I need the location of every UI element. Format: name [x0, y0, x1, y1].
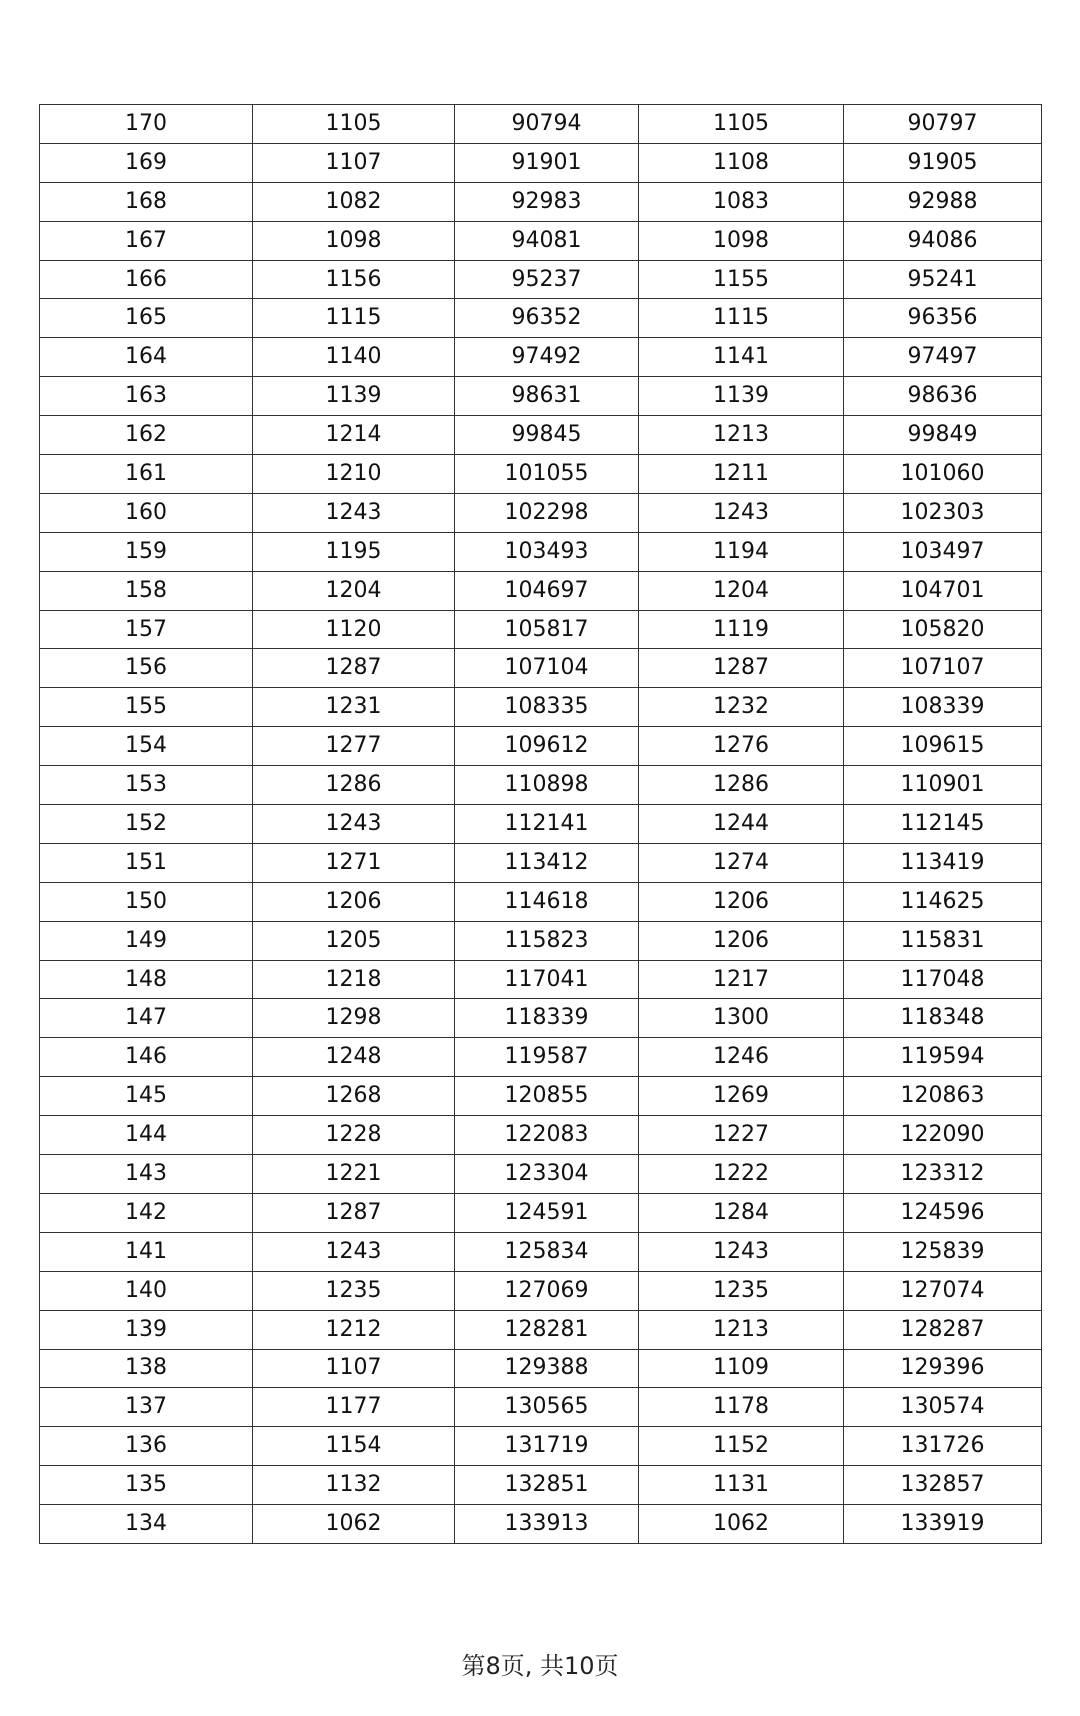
cumulative-cell-b: 92988: [844, 182, 1042, 221]
count-cell-b: 1243: [639, 1232, 844, 1271]
cumulative-cell-b: 130574: [844, 1388, 1042, 1427]
cumulative-cell-a: 90794: [455, 105, 639, 144]
cumulative-cell-a: 92983: [455, 182, 639, 221]
table-row: [40, 1505, 1042, 1544]
score-cell: 165: [40, 299, 253, 338]
table-row: [40, 843, 1042, 882]
cumulative-cell-a: 130565: [455, 1388, 639, 1427]
count-cell-a: 1156: [253, 260, 455, 299]
count-cell-a: 1105: [253, 105, 455, 144]
count-cell-b: 1139: [639, 377, 844, 416]
cumulative-cell-b: 107107: [844, 649, 1042, 688]
count-cell-a: 1140: [253, 338, 455, 377]
cumulative-cell-b: 99849: [844, 416, 1042, 455]
count-cell-a: 1206: [253, 882, 455, 921]
cumulative-cell-a: 128281: [455, 1310, 639, 1349]
cumulative-cell-b: 96356: [844, 299, 1042, 338]
count-cell-a: 1243: [253, 805, 455, 844]
cumulative-cell-a: 101055: [455, 455, 639, 494]
cumulative-cell-a: 125834: [455, 1232, 639, 1271]
cumulative-cell-b: 119594: [844, 1038, 1042, 1077]
cumulative-cell-a: 123304: [455, 1155, 639, 1194]
score-table: [39, 104, 1042, 1544]
count-cell-b: 1155: [639, 260, 844, 299]
count-cell-a: 1214: [253, 416, 455, 455]
cumulative-cell-a: 103493: [455, 532, 639, 571]
cumulative-cell-b: 118348: [844, 999, 1042, 1038]
table-row: [40, 688, 1042, 727]
count-cell-b: 1284: [639, 1193, 844, 1232]
count-cell-b: 1194: [639, 532, 844, 571]
table-row: [40, 1388, 1042, 1427]
table-row: [40, 493, 1042, 532]
score-cell: 167: [40, 221, 253, 260]
score-cell: 141: [40, 1232, 253, 1271]
table-row: [40, 1155, 1042, 1194]
cumulative-cell-b: 110901: [844, 766, 1042, 805]
count-cell-b: 1152: [639, 1427, 844, 1466]
cumulative-cell-a: 120855: [455, 1077, 639, 1116]
score-cell: 158: [40, 571, 253, 610]
count-cell-b: 1269: [639, 1077, 844, 1116]
count-cell-b: 1206: [639, 882, 844, 921]
table-row: [40, 1038, 1042, 1077]
table-row: [40, 105, 1042, 144]
cumulative-cell-b: 120863: [844, 1077, 1042, 1116]
table-row: [40, 377, 1042, 416]
table-row: [40, 260, 1042, 299]
count-cell-a: 1062: [253, 1505, 455, 1544]
cumulative-cell-a: 91901: [455, 143, 639, 182]
count-cell-b: 1235: [639, 1271, 844, 1310]
cumulative-cell-b: 94086: [844, 221, 1042, 260]
cumulative-cell-a: 127069: [455, 1271, 639, 1310]
cumulative-cell-a: 109612: [455, 727, 639, 766]
count-cell-a: 1212: [253, 1310, 455, 1349]
count-cell-b: 1232: [639, 688, 844, 727]
score-cell: 136: [40, 1427, 253, 1466]
count-cell-a: 1271: [253, 843, 455, 882]
table-row: [40, 960, 1042, 999]
cumulative-cell-a: 117041: [455, 960, 639, 999]
count-cell-a: 1154: [253, 1427, 455, 1466]
count-cell-b: 1109: [639, 1349, 844, 1388]
count-cell-a: 1235: [253, 1271, 455, 1310]
score-cell: 164: [40, 338, 253, 377]
count-cell-a: 1243: [253, 493, 455, 532]
score-cell: 148: [40, 960, 253, 999]
count-cell-b: 1217: [639, 960, 844, 999]
cumulative-cell-a: 104697: [455, 571, 639, 610]
count-cell-a: 1115: [253, 299, 455, 338]
count-cell-b: 1222: [639, 1155, 844, 1194]
cumulative-cell-b: 127074: [844, 1271, 1042, 1310]
count-cell-b: 1300: [639, 999, 844, 1038]
table-row: [40, 805, 1042, 844]
score-cell: 135: [40, 1466, 253, 1505]
count-cell-a: 1120: [253, 610, 455, 649]
score-cell: 153: [40, 766, 253, 805]
count-cell-b: 1131: [639, 1466, 844, 1505]
score-cell: 137: [40, 1388, 253, 1427]
cumulative-cell-b: 117048: [844, 960, 1042, 999]
score-cell: 151: [40, 843, 253, 882]
cumulative-cell-b: 124596: [844, 1193, 1042, 1232]
table-row: [40, 1077, 1042, 1116]
cumulative-cell-b: 91905: [844, 143, 1042, 182]
count-cell-a: 1082: [253, 182, 455, 221]
cumulative-cell-b: 98636: [844, 377, 1042, 416]
cumulative-cell-a: 112141: [455, 805, 639, 844]
count-cell-a: 1243: [253, 1232, 455, 1271]
table-row: [40, 299, 1042, 338]
cumulative-cell-b: 129396: [844, 1349, 1042, 1388]
cumulative-cell-b: 125839: [844, 1232, 1042, 1271]
table-row: [40, 416, 1042, 455]
count-cell-a: 1221: [253, 1155, 455, 1194]
cumulative-cell-a: 107104: [455, 649, 639, 688]
cumulative-cell-b: 112145: [844, 805, 1042, 844]
cumulative-cell-b: 131726: [844, 1427, 1042, 1466]
cumulative-cell-a: 124591: [455, 1193, 639, 1232]
count-cell-a: 1298: [253, 999, 455, 1038]
cumulative-cell-a: 108335: [455, 688, 639, 727]
count-cell-a: 1139: [253, 377, 455, 416]
table-row: [40, 221, 1042, 260]
table-row: [40, 1349, 1042, 1388]
count-cell-b: 1211: [639, 455, 844, 494]
score-cell: 146: [40, 1038, 253, 1077]
count-cell-b: 1276: [639, 727, 844, 766]
count-cell-b: 1108: [639, 143, 844, 182]
table-row: [40, 999, 1042, 1038]
cumulative-cell-a: 114618: [455, 882, 639, 921]
count-cell-b: 1213: [639, 416, 844, 455]
cumulative-cell-a: 95237: [455, 260, 639, 299]
cumulative-cell-a: 122083: [455, 1116, 639, 1155]
cumulative-cell-b: 102303: [844, 493, 1042, 532]
cumulative-cell-b: 113419: [844, 843, 1042, 882]
count-cell-a: 1098: [253, 221, 455, 260]
count-cell-b: 1213: [639, 1310, 844, 1349]
score-cell: 168: [40, 182, 253, 221]
cumulative-cell-a: 133913: [455, 1505, 639, 1544]
cumulative-cell-a: 118339: [455, 999, 639, 1038]
count-cell-b: 1119: [639, 610, 844, 649]
table-row: [40, 882, 1042, 921]
table-row: [40, 1427, 1042, 1466]
count-cell-a: 1231: [253, 688, 455, 727]
score-cell: 142: [40, 1193, 253, 1232]
count-cell-a: 1107: [253, 1349, 455, 1388]
table-row: [40, 571, 1042, 610]
score-cell: 139: [40, 1310, 253, 1349]
page-number-footer: 第8页, 共10页: [461, 1652, 619, 1680]
score-cell: 149: [40, 921, 253, 960]
count-cell-b: 1105: [639, 105, 844, 144]
cumulative-cell-a: 129388: [455, 1349, 639, 1388]
table-row: [40, 1232, 1042, 1271]
count-cell-a: 1286: [253, 766, 455, 805]
count-cell-b: 1141: [639, 338, 844, 377]
cumulative-cell-b: 132857: [844, 1466, 1042, 1505]
count-cell-a: 1132: [253, 1466, 455, 1505]
count-cell-b: 1204: [639, 571, 844, 610]
score-cell: 145: [40, 1077, 253, 1116]
count-cell-b: 1287: [639, 649, 844, 688]
count-cell-a: 1204: [253, 571, 455, 610]
score-cell: 144: [40, 1116, 253, 1155]
count-cell-a: 1268: [253, 1077, 455, 1116]
table-row: [40, 455, 1042, 494]
cumulative-cell-a: 98631: [455, 377, 639, 416]
cumulative-cell-a: 97492: [455, 338, 639, 377]
table-row: [40, 338, 1042, 377]
count-cell-a: 1277: [253, 727, 455, 766]
cumulative-cell-a: 132851: [455, 1466, 639, 1505]
score-cell: 170: [40, 105, 253, 144]
cumulative-cell-a: 115823: [455, 921, 639, 960]
count-cell-a: 1287: [253, 649, 455, 688]
count-cell-a: 1205: [253, 921, 455, 960]
count-cell-b: 1178: [639, 1388, 844, 1427]
table-row: [40, 143, 1042, 182]
score-cell: 138: [40, 1349, 253, 1388]
score-cell: 161: [40, 455, 253, 494]
table-row: [40, 921, 1042, 960]
table-row: [40, 1310, 1042, 1349]
score-cell: 155: [40, 688, 253, 727]
cumulative-cell-a: 96352: [455, 299, 639, 338]
count-cell-b: 1286: [639, 766, 844, 805]
cumulative-cell-b: 128287: [844, 1310, 1042, 1349]
score-cell: 152: [40, 805, 253, 844]
cumulative-cell-b: 122090: [844, 1116, 1042, 1155]
count-cell-b: 1206: [639, 921, 844, 960]
score-cell: 156: [40, 649, 253, 688]
score-cell: 147: [40, 999, 253, 1038]
count-cell-a: 1107: [253, 143, 455, 182]
cumulative-cell-b: 101060: [844, 455, 1042, 494]
score-cell: 159: [40, 532, 253, 571]
cumulative-cell-b: 103497: [844, 532, 1042, 571]
cumulative-cell-b: 114625: [844, 882, 1042, 921]
cumulative-cell-b: 123312: [844, 1155, 1042, 1194]
count-cell-b: 1274: [639, 843, 844, 882]
table-row: [40, 182, 1042, 221]
score-cell: 134: [40, 1505, 253, 1544]
score-cell: 169: [40, 143, 253, 182]
cumulative-cell-a: 105817: [455, 610, 639, 649]
count-cell-b: 1227: [639, 1116, 844, 1155]
table-row: [40, 649, 1042, 688]
count-cell-a: 1228: [253, 1116, 455, 1155]
count-cell-a: 1287: [253, 1193, 455, 1232]
cumulative-cell-a: 110898: [455, 766, 639, 805]
count-cell-b: 1243: [639, 493, 844, 532]
cumulative-cell-b: 108339: [844, 688, 1042, 727]
table-row: [40, 766, 1042, 805]
score-cell: 163: [40, 377, 253, 416]
count-cell-b: 1098: [639, 221, 844, 260]
cumulative-cell-b: 97497: [844, 338, 1042, 377]
count-cell-b: 1246: [639, 1038, 844, 1077]
count-cell-b: 1244: [639, 805, 844, 844]
score-cell: 157: [40, 610, 253, 649]
table-row: [40, 610, 1042, 649]
table-row: [40, 1271, 1042, 1310]
table-row: [40, 1466, 1042, 1505]
cumulative-cell-a: 119587: [455, 1038, 639, 1077]
cumulative-cell-b: 115831: [844, 921, 1042, 960]
table-row: [40, 1193, 1042, 1232]
score-cell: 154: [40, 727, 253, 766]
cumulative-cell-b: 95241: [844, 260, 1042, 299]
count-cell-b: 1083: [639, 182, 844, 221]
count-cell-a: 1218: [253, 960, 455, 999]
count-cell-a: 1195: [253, 532, 455, 571]
cumulative-cell-b: 90797: [844, 105, 1042, 144]
score-cell: 166: [40, 260, 253, 299]
cumulative-cell-b: 105820: [844, 610, 1042, 649]
count-cell-a: 1177: [253, 1388, 455, 1427]
cumulative-cell-a: 131719: [455, 1427, 639, 1466]
table-row: [40, 1116, 1042, 1155]
score-cell: 143: [40, 1155, 253, 1194]
count-cell-a: 1248: [253, 1038, 455, 1077]
count-cell-b: 1062: [639, 1505, 844, 1544]
table-row: [40, 532, 1042, 571]
cumulative-cell-a: 99845: [455, 416, 639, 455]
cumulative-cell-b: 133919: [844, 1505, 1042, 1544]
table-row: [40, 727, 1042, 766]
cumulative-cell-b: 109615: [844, 727, 1042, 766]
score-cell: 162: [40, 416, 253, 455]
count-cell-b: 1115: [639, 299, 844, 338]
score-table-body: [40, 105, 1042, 1544]
score-cell: 140: [40, 1271, 253, 1310]
cumulative-cell-a: 94081: [455, 221, 639, 260]
cumulative-cell-b: 104701: [844, 571, 1042, 610]
score-cell: 150: [40, 882, 253, 921]
score-cell: 160: [40, 493, 253, 532]
cumulative-cell-a: 113412: [455, 843, 639, 882]
cumulative-cell-a: 102298: [455, 493, 639, 532]
count-cell-a: 1210: [253, 455, 455, 494]
